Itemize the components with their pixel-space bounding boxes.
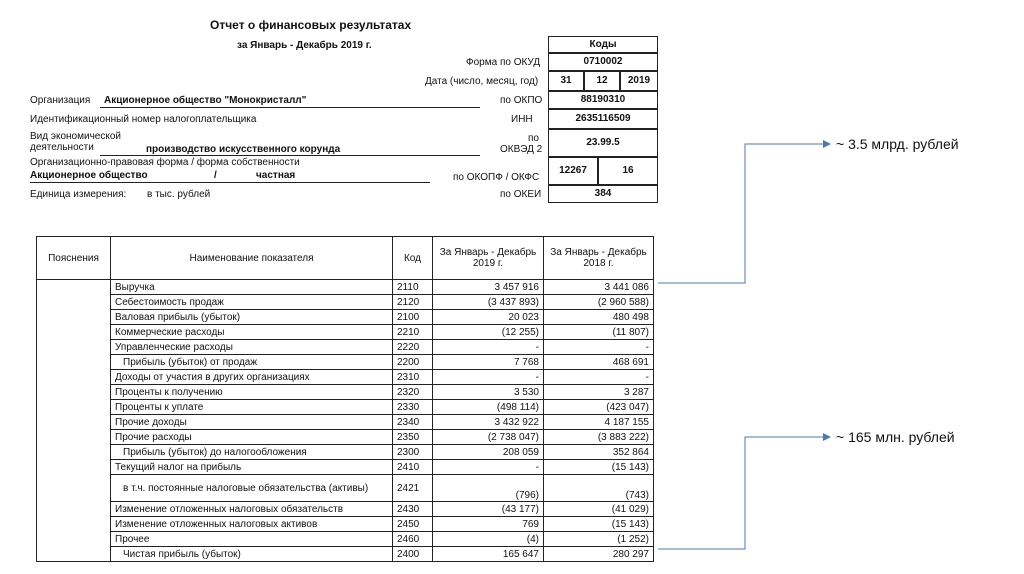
date-day: 31: [548, 71, 584, 91]
row-2019: 208 059: [433, 445, 544, 460]
row-name: Прочие доходы: [111, 415, 393, 430]
row-2019: (2 738 047): [433, 430, 544, 445]
row-2018: (1 252): [544, 532, 654, 547]
row-2019: (498 114): [433, 400, 544, 415]
row-2019: (796): [433, 475, 544, 502]
row-code: 2200: [393, 355, 433, 370]
row-code: 2310: [393, 370, 433, 385]
okud-value: 0710002: [548, 53, 658, 71]
row-name: Чистая прибыль (убыток): [111, 547, 393, 562]
activity-label-2: деятельности: [30, 142, 94, 153]
codes-title: Коды: [548, 36, 658, 53]
row-2018: 352 864: [544, 445, 654, 460]
row-2019: 20 023: [433, 310, 544, 325]
row-2018: (3 883 222): [544, 430, 654, 445]
row-code: 2340: [393, 415, 433, 430]
ownership: частная: [256, 170, 296, 181]
activity-value: производство искусственного корунда: [146, 144, 341, 155]
row-2019: 3 457 916: [433, 280, 544, 295]
row-name: Валовая прибыль (убыток): [111, 310, 393, 325]
row-2019: 3 432 922: [433, 415, 544, 430]
row-2018: (743): [544, 475, 654, 502]
report-period: за Январь - Декабрь 2019 г.: [237, 40, 372, 51]
row-2018: -: [544, 340, 654, 355]
row-2018: 3 287: [544, 385, 654, 400]
row-name: Себестоимость продаж: [111, 295, 393, 310]
row-2018: (11 807): [544, 325, 654, 340]
row-code: 2120: [393, 295, 433, 310]
row-2018: 3 441 086: [544, 280, 654, 295]
row-code: 2300: [393, 445, 433, 460]
legal-sep: /: [214, 170, 217, 181]
net-profit-annotation: ~ 165 млн. рублей: [836, 429, 955, 445]
legal-form: Акционерное общество: [30, 170, 148, 181]
unit-value: в тыс. рублей: [147, 189, 211, 200]
row-2018: (15 143): [544, 517, 654, 532]
row-2018: (15 143): [544, 460, 654, 475]
row-name: Выручка: [111, 280, 393, 295]
row-2019: -: [433, 340, 544, 355]
net-profit-connector: [658, 437, 830, 549]
inn-row-label: Идентификационный номер налогоплательщика: [30, 114, 257, 125]
row-name: Прибыль (убыток) от продаж: [111, 355, 393, 370]
org-value: Акционерное общество "Монокристалл": [104, 95, 307, 106]
row-2018: (423 047): [544, 400, 654, 415]
okved-label-1: по: [528, 133, 539, 144]
row-name: Проценты к получению: [111, 385, 393, 400]
row-2018: (2 960 588): [544, 295, 654, 310]
row-code: 2350: [393, 430, 433, 445]
row-code: 2100: [393, 310, 433, 325]
date-label: Дата (число, месяц, год): [425, 76, 539, 87]
row-2018: 4 187 155: [544, 415, 654, 430]
row-code: 2400: [393, 547, 433, 562]
date-month: 12: [584, 71, 620, 91]
header-indicator: Наименование показателя: [111, 237, 393, 280]
report-title: Отчет о финансовых результатах: [210, 18, 412, 32]
okud-label: Форма по ОКУД: [466, 57, 541, 68]
row-code: 2430: [393, 502, 433, 517]
row-code: 2410: [393, 460, 433, 475]
row-name: Прочие расходы: [111, 430, 393, 445]
org-label: Организация: [30, 95, 91, 106]
row-name: Изменение отложенных налоговых активов: [111, 517, 393, 532]
row-code: 2421: [393, 475, 433, 502]
okopf-value: 12267: [548, 157, 598, 185]
okei-value: 384: [548, 185, 658, 203]
row-name: Изменение отложенных налоговых обязательств: [111, 502, 393, 517]
header-2019: За Январь - Декабрь 2019 г.: [433, 237, 544, 280]
inn-value: 2635116509: [548, 109, 658, 129]
unit-label: Единица измерения:: [30, 189, 127, 200]
row-name: Прочее: [111, 532, 393, 547]
header-notes: Пояснения: [37, 237, 111, 280]
row-2019: (12 255): [433, 325, 544, 340]
okved-value: 23.99.5: [548, 129, 658, 157]
row-2019: -: [433, 370, 544, 385]
row-name: Доходы от участия в других организациях: [111, 370, 393, 385]
revenue-annotation: ~ 3.5 млрд. рублей: [836, 136, 959, 152]
row-2019: (3 437 893): [433, 295, 544, 310]
row-name: Управленческие расходы: [111, 340, 393, 355]
okei-label: по ОКЕИ: [500, 189, 542, 200]
okopf-label: по ОКОПФ / ОКФС: [453, 172, 540, 183]
revenue-connector: [658, 144, 830, 283]
inn-label: ИНН: [511, 114, 533, 125]
row-2019: 165 647: [433, 547, 544, 562]
okpo-value: 88190310: [548, 91, 658, 109]
row-2019: (43 177): [433, 502, 544, 517]
row-2019: 7 768: [433, 355, 544, 370]
row-code: 2220: [393, 340, 433, 355]
row-name: Текущий налог на прибыль: [111, 460, 393, 475]
row-name: Коммерческие расходы: [111, 325, 393, 340]
row-2019: (4): [433, 532, 544, 547]
row-2018: 480 498: [544, 310, 654, 325]
row-name: в т.ч. постоянные налоговые обязательства (активы): [111, 475, 393, 502]
row-code: 2460: [393, 532, 433, 547]
legal-label: Организационно-правовая форма / форма собственности: [30, 157, 300, 168]
row-2018: 468 691: [544, 355, 654, 370]
row-code: 2330: [393, 400, 433, 415]
row-code: 2110: [393, 280, 433, 295]
row-name: Прибыль (убыток) до налогообложения: [111, 445, 393, 460]
date-year: 2019: [620, 71, 658, 91]
activity-label-1: Вид экономической: [30, 131, 121, 142]
row-2018: -: [544, 370, 654, 385]
okpo-label: по ОКПО: [500, 95, 543, 106]
okfs-value: 16: [598, 157, 658, 185]
row-2019: 3 530: [433, 385, 544, 400]
row-code: 2210: [393, 325, 433, 340]
row-2019: 769: [433, 517, 544, 532]
header-code: Код: [393, 237, 433, 280]
row-name: Проценты к уплате: [111, 400, 393, 415]
row-code: 2450: [393, 517, 433, 532]
row-2018: 280 297: [544, 547, 654, 562]
okved-label-2: ОКВЭД 2: [500, 144, 543, 155]
row-2018: (41 029): [544, 502, 654, 517]
row-code: 2320: [393, 385, 433, 400]
header-2018: За Январь - Декабрь 2018 г.: [544, 237, 654, 280]
row-2019: -: [433, 460, 544, 475]
